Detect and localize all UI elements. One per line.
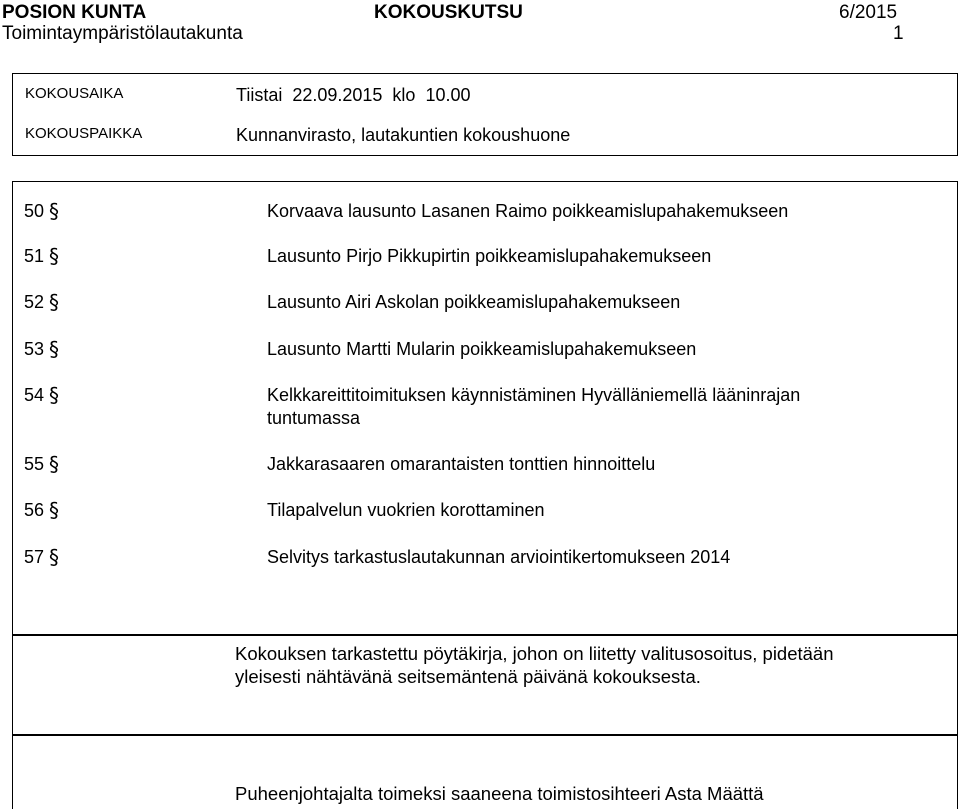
section-sign-icon xyxy=(47,497,65,523)
meeting-info-box xyxy=(12,73,958,156)
meeting-time-value: Tiistai 22.09.2015 klo 10.00 xyxy=(236,85,471,105)
document-number: 6/2015 xyxy=(839,2,898,23)
committee-name: Toimintaympäristölautakunta xyxy=(2,23,243,44)
page-number: 1 xyxy=(893,23,904,44)
minutes-note-line1: Kokouksen tarkastettu pöytäkirja, johon on liitetty valitusosoitus, pidetään xyxy=(235,643,834,664)
signature-box xyxy=(12,735,958,809)
section-sign-icon xyxy=(47,243,65,269)
agenda-item-number: 50 xyxy=(24,201,45,221)
document-type: KOKOUSKUTSU xyxy=(374,2,523,23)
agenda-box xyxy=(12,181,958,635)
section-sign-icon xyxy=(47,289,65,315)
section-sign-icon xyxy=(47,544,65,570)
signature-text: Puheenjohtajalta toimeksi saaneena toimistosihteeri Asta Määttä xyxy=(235,783,764,804)
minutes-note-line2: yleisesti nähtävänä seitsemäntenä päivänä kokouksesta. xyxy=(235,666,701,687)
agenda-item-title: Selvitys tarkastuslautakunnan arviointikertomukseen 2014 xyxy=(267,547,731,567)
agenda-item-number: 57 xyxy=(24,547,45,567)
agenda-item-title: Lausunto Martti Mularin poikkeamislupahakemukseen xyxy=(267,339,697,359)
agenda-item-title: Lausunto Airi Askolan poikkeamislupahakemukseen xyxy=(267,292,681,312)
svg-text:§: § xyxy=(49,498,59,522)
agenda-item-title: Tilapalvelun vuokrien korottaminen xyxy=(267,500,545,520)
municipality-name: POSION KUNTA xyxy=(2,2,147,23)
svg-text:§: § xyxy=(49,545,59,569)
meeting-place-value: Kunnanvirasto, lautakuntien kokoushuone xyxy=(236,125,571,145)
svg-text:§: § xyxy=(49,199,59,223)
svg-text:§: § xyxy=(49,244,59,268)
meeting-place-label: KOKOUSPAIKKA xyxy=(25,125,143,142)
agenda-item-title: Kelkkareittitoimituksen käynnistäminen Hyvälläniemellä lääninrajan tuntumassa xyxy=(267,385,801,428)
agenda-item-title: Korvaava lausunto Lasanen Raimo poikkeamislupahakemukseen xyxy=(267,201,789,221)
agenda-item-title: Lausunto Pirjo Pikkupirtin poikkeamislupahakemukseen xyxy=(267,246,712,266)
agenda-item-number: 52 xyxy=(24,292,45,312)
svg-text:§: § xyxy=(49,290,59,314)
agenda-item-number: 55 xyxy=(24,454,45,474)
agenda-item-title: Jakkarasaaren omarantaisten tonttien hinnoittelu xyxy=(267,454,656,474)
meeting-time-label: KOKOUSAIKA xyxy=(25,85,124,102)
agenda-item-number: 56 xyxy=(24,500,45,520)
minutes-note-box xyxy=(12,635,958,735)
agenda-item-number: 54 xyxy=(24,385,45,405)
svg-text:§: § xyxy=(49,383,59,407)
section-sign-icon xyxy=(47,198,65,224)
section-sign-icon xyxy=(47,451,65,477)
section-sign-icon xyxy=(47,336,65,362)
agenda-item-number: 51 xyxy=(24,246,45,266)
agenda-item-number: 53 xyxy=(24,339,45,359)
section-sign-icon xyxy=(47,382,65,408)
svg-text:§: § xyxy=(49,337,59,361)
svg-text:§: § xyxy=(49,452,59,476)
